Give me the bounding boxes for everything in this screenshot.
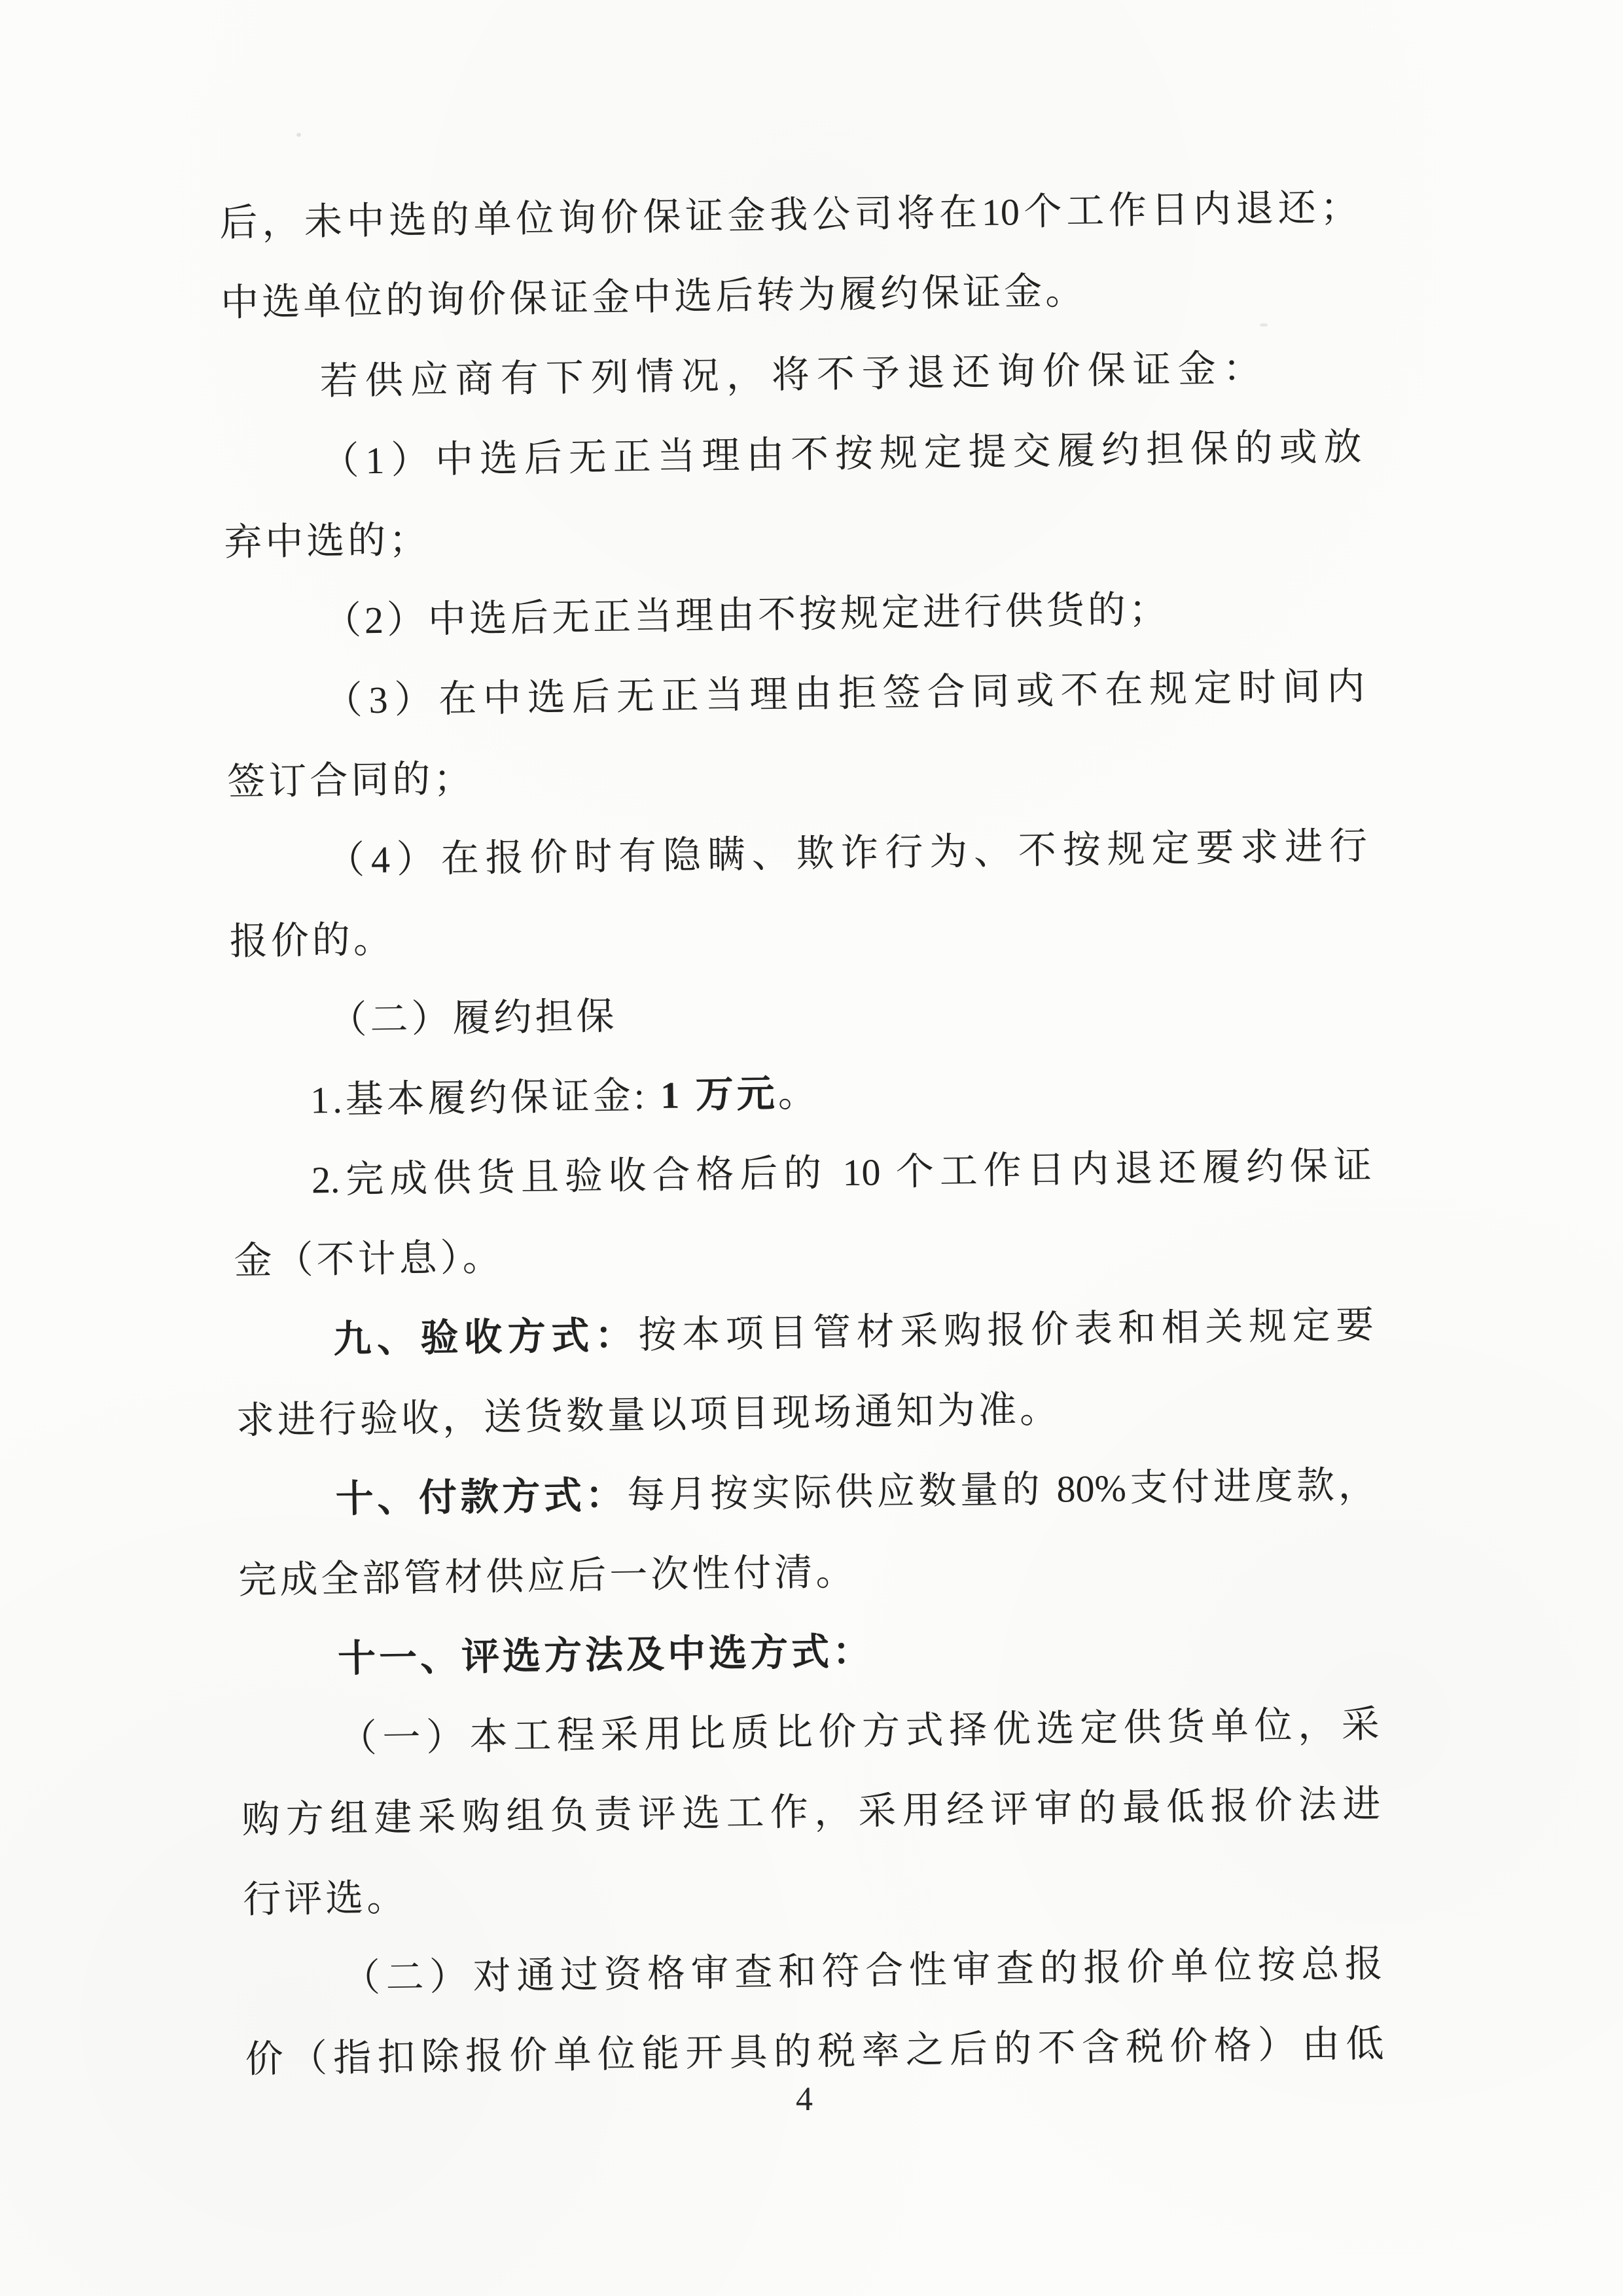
text-line bbox=[234, 1206, 1374, 1301]
text-line bbox=[243, 1924, 1383, 2020]
text-segment: 每月按实际供应数量的 80%支付进度款， bbox=[626, 1463, 1377, 1516]
text-line bbox=[232, 1126, 1372, 1221]
text-line bbox=[224, 567, 1364, 662]
text-line bbox=[240, 1685, 1380, 1780]
text-line bbox=[226, 647, 1366, 742]
text-segment: （3）在中选后无正当理由拒签合同或不在规定时间内 bbox=[324, 664, 1365, 723]
text-line bbox=[231, 1046, 1371, 1141]
text-line bbox=[239, 1605, 1379, 1700]
text-segment: （4）在报价时有隐瞒、欺诈行为、不按规定要求进行 bbox=[326, 824, 1368, 882]
text-segment: 价（指扣除报价单位能开具的税率之后的不含税价格）由低 bbox=[245, 2022, 1384, 2081]
text-segment: 购方组建采购组负责评选工作，采用经评审的最低报价法进 bbox=[241, 1782, 1381, 1842]
text-segment: 1.基本履约保证金: bbox=[310, 1074, 661, 1122]
text-line bbox=[223, 407, 1363, 503]
text-segment: 十、付款方式： bbox=[335, 1473, 628, 1520]
text-segment: 完成全部管材供应后一次性付清。 bbox=[238, 1550, 857, 1602]
text-segment: （二）履约担保 bbox=[329, 994, 618, 1042]
text-line bbox=[242, 1844, 1382, 1940]
text-segment: 1 万元 bbox=[660, 1072, 779, 1117]
scan-speck bbox=[296, 133, 301, 137]
text-line bbox=[229, 886, 1369, 982]
text-line bbox=[241, 1765, 1382, 1860]
text-segment: 若供应商有下列情况，将不予退还询价保证金： bbox=[319, 346, 1269, 403]
text-segment: 弃中选的； bbox=[223, 518, 431, 564]
document-body bbox=[219, 168, 1385, 2100]
text-line bbox=[236, 1365, 1376, 1461]
text-line bbox=[223, 487, 1363, 583]
text-line bbox=[234, 1285, 1374, 1381]
text-segment: 金（不计息）。 bbox=[234, 1236, 505, 1283]
text-segment: 报价的。 bbox=[229, 918, 395, 963]
text-line bbox=[220, 247, 1360, 343]
text-line bbox=[227, 726, 1367, 822]
text-segment: 求进行验收，送货数量以项目现场通知为准。 bbox=[236, 1388, 1061, 1443]
text-line bbox=[238, 1525, 1378, 1621]
text-segment: （2）中选后无正当理由不按规定进行供货的； bbox=[323, 588, 1171, 643]
text-line bbox=[221, 327, 1361, 423]
text-segment: 签订合同的； bbox=[226, 757, 475, 804]
text-segment: 。 bbox=[777, 1071, 820, 1115]
text-line bbox=[219, 168, 1359, 263]
text-segment: 九、验收方式： bbox=[332, 1314, 639, 1361]
text-segment: 按本项目管材采购报价表和相关规定要 bbox=[638, 1303, 1374, 1357]
text-segment: 中选单位的询价保证金中选后转为履约保证金。 bbox=[220, 269, 1087, 325]
text-segment: （1）中选后无正当理由不按规定提交履约担保的或放 bbox=[321, 425, 1362, 483]
text-line bbox=[230, 966, 1370, 1062]
text-segment: （二）对通过资格审查和符合性审查的报价单位按总报 bbox=[342, 1942, 1383, 2000]
text-segment: 后，未中选的单位询价保证金我公司将在10个工作日内退还； bbox=[219, 185, 1359, 245]
text-segment: （一）本工程采用比质比价方式择优选定供货单位，采 bbox=[338, 1702, 1380, 1760]
text-segment: 行评选。 bbox=[242, 1876, 408, 1922]
text-segment: 2.完成供货且验收合格后的 10 个工作日内退还履约保证 bbox=[311, 1143, 1372, 1202]
text-segment: 十一、评选方法及中选方式： bbox=[337, 1630, 874, 1680]
text-line bbox=[237, 1445, 1377, 1541]
text-line bbox=[228, 806, 1368, 902]
page-number: 4 bbox=[796, 2081, 813, 2118]
